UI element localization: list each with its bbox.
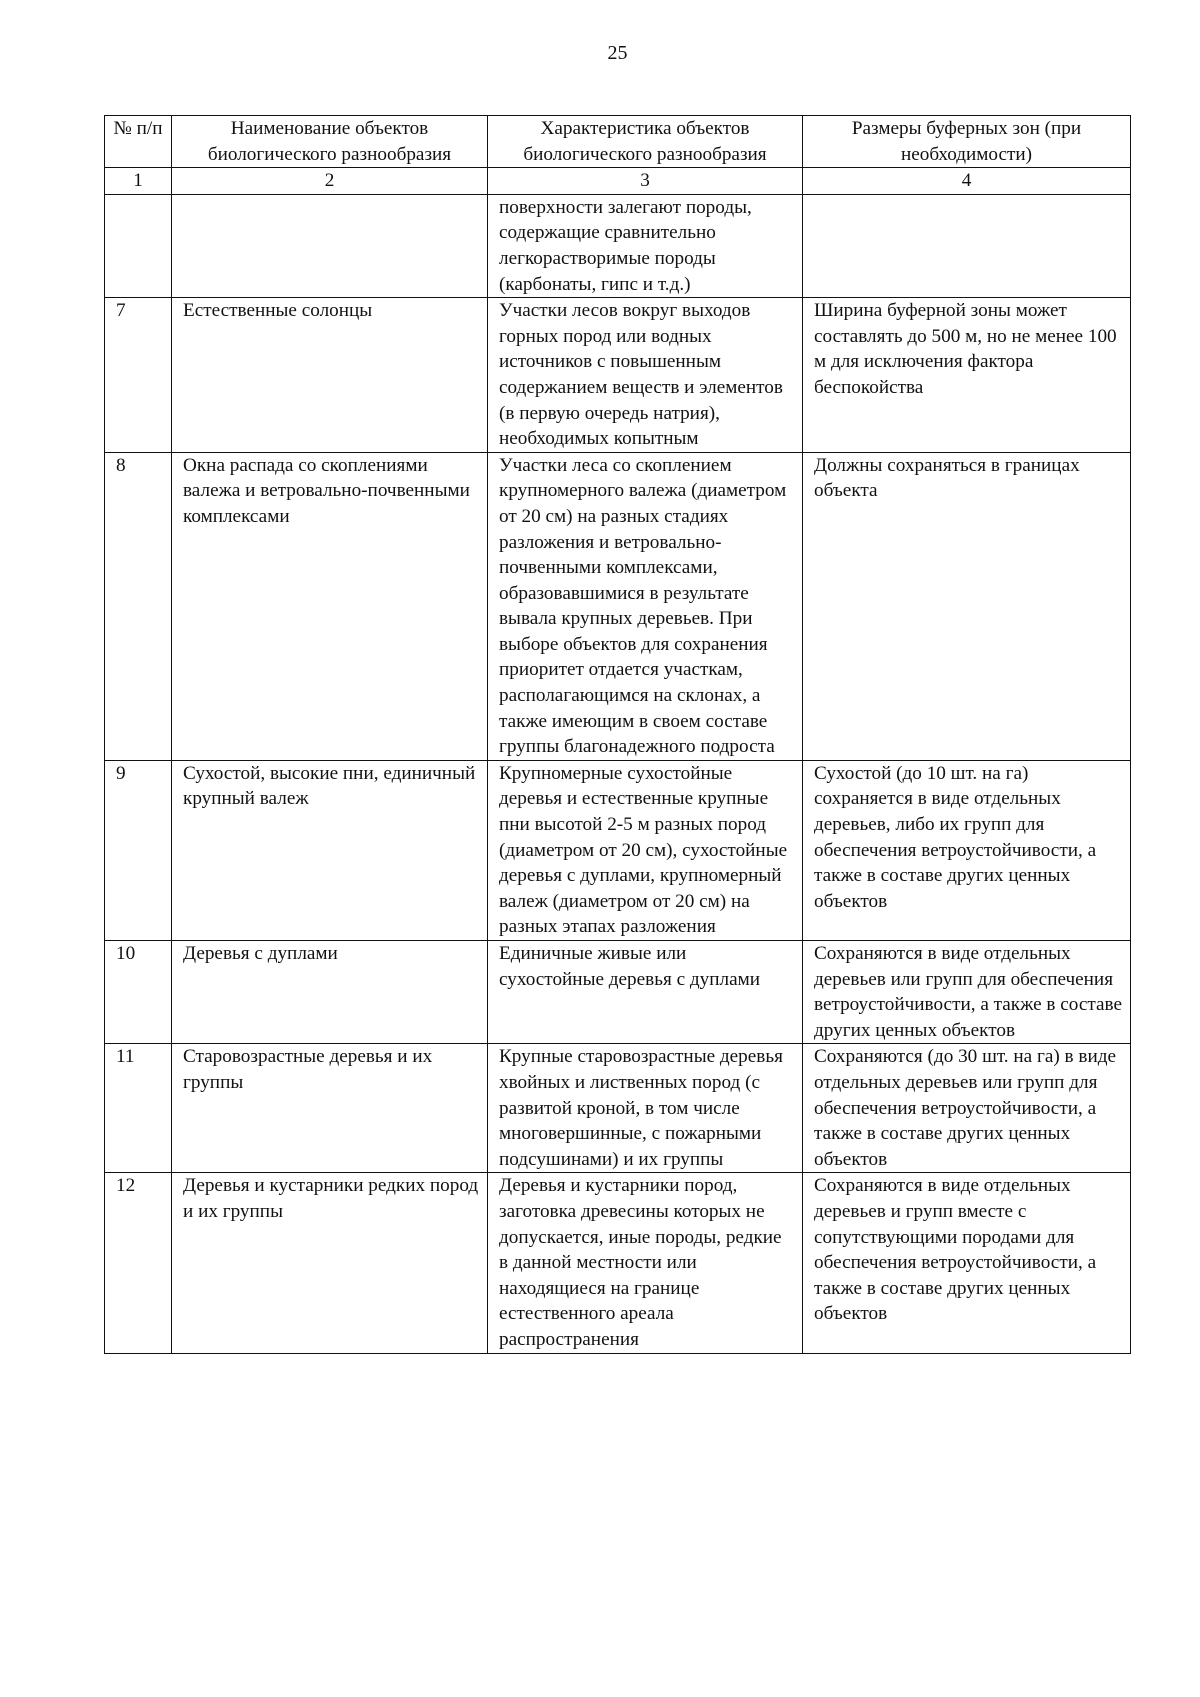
buffer-zone-size: Сохраняются в виде отдельных деревьев или групп для обеспечения ветроустойчивости, а также в составе других ценных объектов [803, 941, 1131, 1044]
row-number: 9 [105, 760, 172, 940]
table-row [105, 1173, 1131, 1353]
row-number: 12 [105, 1173, 172, 1353]
table-row [105, 941, 1131, 1044]
column-number: 1 [105, 168, 172, 195]
object-characteristic: Крупные старовозрастные деревья хвойных и лиственных пород (с развитой кроной, в том числе многовершинные, с пожарными подсушинами) и их группы [488, 1044, 803, 1173]
object-characteristic: Участки леса со скоплением крупномерного валежа (диаметром от 20 см) на разных стадиях разложения и ветровально-почвенными комплексами, образовавшимися в результате вывала крупных деревьев. При выборе объектов для сохранения приоритет отдается участкам, располагающимся на склонах, а также имеющим в своем составе группы благонадежного подроста [488, 452, 803, 760]
header-buffer-zone: Размеры буферных зон (при необходимости) [803, 116, 1131, 168]
header-number: № п/п [105, 116, 172, 168]
table-row [105, 1044, 1131, 1173]
object-characteristic: поверхности залегают породы, содержащие сравнительно легкорастворимые породы (карбонаты, гипс и т.д.) [488, 194, 803, 297]
table-row [105, 194, 1131, 297]
object-characteristic: Участки лесов вокруг выходов горных пород или водных источников с повышенным содержанием веществ и элементов (в первую очередь натрия), необходимых копытным [488, 298, 803, 453]
object-name: Деревья с дуплами [172, 941, 488, 1044]
header-characteristic: Характеристика объектов биологического разнообразия [488, 116, 803, 168]
buffer-zone-size: Должны сохраняться в границах объекта [803, 452, 1131, 760]
object-name: Окна распада со скоплениями валежа и ветровально-почвенными комплексами [172, 452, 488, 760]
object-characteristic: Крупномерные сухостойные деревья и естественные крупные пни высотой 2-5 м разных пород (диаметром от 20 см), сухостойные деревья с дуплами, крупномерный валеж (диаметром от 20 см) на разных этапах разложения [488, 760, 803, 940]
row-number: 10 [105, 941, 172, 1044]
buffer-zone-size: Ширина буферной зоны может составлять до 500 м, но не менее 100 м для исключения фактора беспокойства [803, 298, 1131, 453]
column-number: 4 [803, 168, 1131, 195]
row-number: 7 [105, 298, 172, 453]
object-name: Сухостой, высокие пни, единичный крупный валеж [172, 760, 488, 940]
header-object-name: Наименование объектов биологического разнообразия [172, 116, 488, 168]
buffer-zone-size: Сохраняются (до 30 шт. на га) в виде отдельных деревьев или групп для обеспечения ветроустойчивости, а также в составе других ценных объектов [803, 1044, 1131, 1173]
object-characteristic: Деревья и кустарники пород, заготовка древесины которых не допускается, иные породы, редкие в данной местности или находящиеся на границе естественного ареала распространения [488, 1173, 803, 1353]
table-row [105, 452, 1131, 760]
object-name: Естественные солонцы [172, 298, 488, 453]
object-characteristic: Единичные живые или сухостойные деревья с дуплами [488, 941, 803, 1044]
buffer-zone-size: Сохраняются в виде отдельных деревьев и групп вместе с сопутствующими породами для обеспечения ветроустойчивости, а также в составе других ценных объектов [803, 1173, 1131, 1353]
object-name: Старовозрастные деревья и их группы [172, 1044, 488, 1173]
table-header-row [105, 116, 1131, 168]
object-name: Деревья и кустарники редких пород и их группы [172, 1173, 488, 1353]
column-number: 2 [172, 168, 488, 195]
row-number [105, 194, 172, 297]
table-row [105, 760, 1131, 940]
column-number: 3 [488, 168, 803, 195]
buffer-zone-size: Сухостой (до 10 шт. на га) сохраняется в виде отдельных деревьев, либо их групп для обеспечения ветроустойчивости, а также в составе других ценных объектов [803, 760, 1131, 940]
column-number-row [105, 168, 1131, 195]
buffer-zone-size [803, 194, 1131, 297]
row-number: 11 [105, 1044, 172, 1173]
row-number: 8 [105, 452, 172, 760]
table-row [105, 298, 1131, 453]
page-number: 25 [607, 42, 628, 64]
object-name [172, 194, 488, 297]
biodiversity-objects-table [104, 115, 1131, 1354]
